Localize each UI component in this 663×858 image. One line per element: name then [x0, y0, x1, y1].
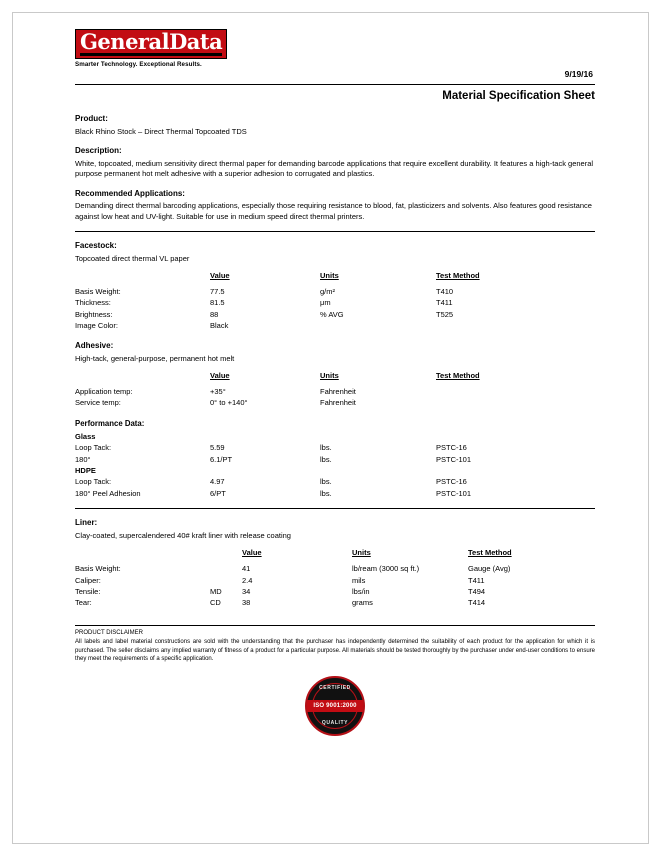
- spec-sheet: [75, 29, 595, 736]
- row-units: lbs/in: [352, 586, 370, 596]
- row-value: Black: [210, 321, 229, 331]
- group-blank: [436, 431, 595, 442]
- row-label: Basis Weight:: [75, 564, 121, 574]
- company-logo: [75, 29, 223, 69]
- liner-subtitle: Clay-coated, supercalendered 40# kraft liner with release coating: [75, 531, 291, 541]
- table-header-row: [75, 370, 595, 381]
- row-label: 180° Peel Adhesion: [75, 488, 141, 498]
- table-row: [75, 298, 595, 309]
- row-label: Tensile:: [75, 586, 101, 596]
- title-divider: [75, 84, 595, 85]
- facestock-col-test: Test Method: [436, 270, 480, 280]
- row-value: 6/PT: [210, 488, 226, 498]
- description-heading: Description:: [75, 146, 122, 156]
- row-units: Fahrenheit: [320, 386, 356, 396]
- liner-col-units: Units: [352, 548, 371, 557]
- row-units: lbs.: [320, 443, 332, 453]
- row-units: g/m²: [320, 287, 335, 297]
- document-footer: [75, 625, 595, 736]
- description-body: White, topcoated, medium sensitivity direct thermal paper for demanding barcode applications that require excellent durability. It features a high-tack general purpose permanent hot melt adhesive with a superior adhesion to corrugated and plastics.: [75, 158, 594, 179]
- row-test: T414: [468, 598, 486, 608]
- row-value: 88: [210, 309, 219, 319]
- row-test: PSTC-101: [436, 454, 472, 464]
- performance-table: [75, 431, 595, 499]
- document-page: [12, 12, 649, 844]
- row-value: 81.5: [210, 298, 225, 308]
- row-sublabel: [210, 575, 242, 586]
- facestock-heading: Facestock:: [75, 241, 117, 251]
- row-units: μm: [320, 298, 331, 308]
- liner-col-test: Test Method: [468, 548, 512, 557]
- adhesive-heading: Adhesive:: [75, 340, 114, 350]
- row-test: T494: [468, 586, 486, 596]
- facestock-header-blank: [75, 270, 210, 281]
- disclaimer-body: All labels and label material constructions are sold with the understanding that the purchaser has independently determined the suitability of each product for the application for which it is purchased. The seller disclaims any implied warranty of fitness of a product for a particular purpose. All materials should be tested thoroughly by the purchaser under end-user conditions to ensure they meet the requirements of a specific application.: [75, 639, 595, 663]
- row-test: PSTC-16: [436, 477, 467, 487]
- row-label: Tear:: [75, 598, 92, 608]
- table-row: [75, 454, 595, 465]
- footer-divider: [75, 625, 595, 626]
- facestock-table: [75, 270, 595, 332]
- row-sublabel: [210, 564, 242, 575]
- table-row: [75, 586, 595, 597]
- section-divider-1: [75, 231, 595, 232]
- group-blank: [436, 465, 595, 476]
- liner-header-blank-sub: [210, 547, 242, 558]
- product-heading: Product:: [75, 113, 108, 123]
- group-name-hdpe: HDPE: [75, 465, 96, 475]
- table-row: [75, 320, 595, 331]
- group-blank: [320, 431, 436, 442]
- row-label: Caliper:: [75, 575, 101, 585]
- table-row: [75, 575, 595, 586]
- row-label: Service temp:: [75, 398, 121, 408]
- row-sublabel: CD: [210, 598, 221, 608]
- recommended-applications-heading: Recommended Applications:: [75, 188, 185, 198]
- adhesive-col-value: Value: [210, 370, 230, 380]
- seal-top-text: CERTIFIED: [319, 685, 351, 692]
- row-test: T411: [468, 575, 485, 585]
- row-units: mils: [352, 575, 366, 585]
- table-row: [75, 287, 595, 298]
- row-test: Gauge (Avg): [468, 564, 511, 574]
- liner-heading: Liner:: [75, 518, 98, 528]
- logo-tagline: Smarter Technology. Exceptional Results.: [75, 61, 202, 69]
- logo-primary-text: General: [80, 29, 170, 54]
- row-label: Loop Tack:: [75, 443, 112, 453]
- group-blank: [320, 465, 436, 476]
- document-header: [75, 29, 595, 80]
- seal-bottom-text: QUALITY: [321, 720, 349, 727]
- table-row: [75, 443, 595, 454]
- logo-secondary-text: Data: [169, 29, 223, 54]
- group-header-row: [75, 431, 595, 442]
- row-test: T525: [436, 309, 454, 319]
- seal-center-text: ISO 9001:2000: [313, 703, 357, 710]
- certification-seal-wrap: [75, 676, 595, 736]
- recommended-applications-body: Demanding direct thermal barcoding applications, especially those requiring resistance to blood, fat, plasticizers and solvents. Also features good resistance against low heat and UV-light. Suitable for use in medium speed direct thermal printers.: [75, 201, 592, 221]
- group-blank: [210, 465, 320, 476]
- row-sublabel: MD: [210, 586, 222, 596]
- row-test: PSTC-16: [436, 443, 467, 453]
- row-test: [436, 320, 595, 331]
- facestock-subtitle: Topcoated direct thermal VL paper: [75, 253, 190, 263]
- table-row: [75, 564, 595, 575]
- page-title: Material Specification Sheet: [442, 90, 595, 103]
- row-label: Brightness:: [75, 309, 113, 319]
- logo-wordmark: [80, 31, 222, 53]
- performance-data-heading: Performance Data:: [75, 418, 145, 428]
- row-test: T411: [436, 298, 453, 308]
- row-label: Loop Tack:: [75, 477, 112, 487]
- section-divider-2: [75, 508, 595, 509]
- adhesive-subtitle: High-tack, general-purpose, permanent hot melt: [75, 353, 235, 363]
- group-header-row: [75, 465, 595, 476]
- row-units: grams: [352, 598, 373, 608]
- adhesive-col-units: Units: [320, 370, 339, 380]
- logo-box: [75, 29, 227, 59]
- row-units: lb/ream (3000 sq ft.): [352, 564, 420, 574]
- row-label: Application temp:: [75, 386, 133, 396]
- row-value: +35°: [210, 386, 226, 396]
- row-value: 0° to +140°: [210, 398, 248, 408]
- row-value: 34: [242, 586, 251, 596]
- row-units: % AVG: [320, 309, 344, 319]
- row-test: T410: [436, 287, 454, 297]
- row-value: 41: [242, 564, 251, 574]
- adhesive-col-test: Test Method: [436, 370, 480, 380]
- row-value: 2.4: [242, 575, 253, 585]
- document-date: 9/19/16: [564, 69, 593, 79]
- disclaimer-title: PRODUCT DISCLAIMER: [75, 629, 143, 636]
- row-label: Image Color:: [75, 321, 118, 331]
- row-label: 180°: [75, 454, 91, 464]
- row-value: 4.97: [210, 477, 225, 487]
- row-value: 38: [242, 598, 251, 608]
- iso-certification-seal-icon: [305, 676, 365, 736]
- liner-table: [75, 547, 595, 609]
- table-row: [75, 309, 595, 320]
- row-value: 6.1/PT: [210, 454, 233, 464]
- table-row: [75, 488, 595, 499]
- row-units: lbs.: [320, 488, 332, 498]
- group-blank: [210, 431, 320, 442]
- adhesive-table: [75, 370, 595, 409]
- row-value: 5.59: [210, 443, 225, 453]
- row-test: [436, 386, 595, 397]
- table-row: [75, 598, 595, 609]
- facestock-col-value: Value: [210, 270, 230, 280]
- liner-header-blank: [75, 547, 210, 558]
- row-test: [436, 398, 595, 409]
- row-label: Thickness:: [75, 298, 111, 308]
- row-value: 77.5: [210, 287, 225, 297]
- liner-col-value: Value: [242, 548, 262, 557]
- row-label: Basis Weight:: [75, 287, 121, 297]
- row-units: lbs.: [320, 454, 332, 464]
- facestock-col-units: Units: [320, 270, 339, 280]
- row-units: lbs.: [320, 477, 332, 487]
- adhesive-header-blank: [75, 370, 210, 381]
- row-units: [320, 320, 436, 331]
- table-header-row: [75, 270, 595, 281]
- row-test: PSTC-101: [436, 488, 472, 498]
- group-name-glass: Glass: [75, 431, 96, 441]
- table-header-row: [75, 547, 595, 558]
- product-body: Black Rhino Stock – Direct Thermal Topcoated TDS: [75, 126, 247, 136]
- table-row: [75, 386, 595, 397]
- table-row: [75, 398, 595, 409]
- table-row: [75, 477, 595, 488]
- row-units: Fahrenheit: [320, 398, 356, 408]
